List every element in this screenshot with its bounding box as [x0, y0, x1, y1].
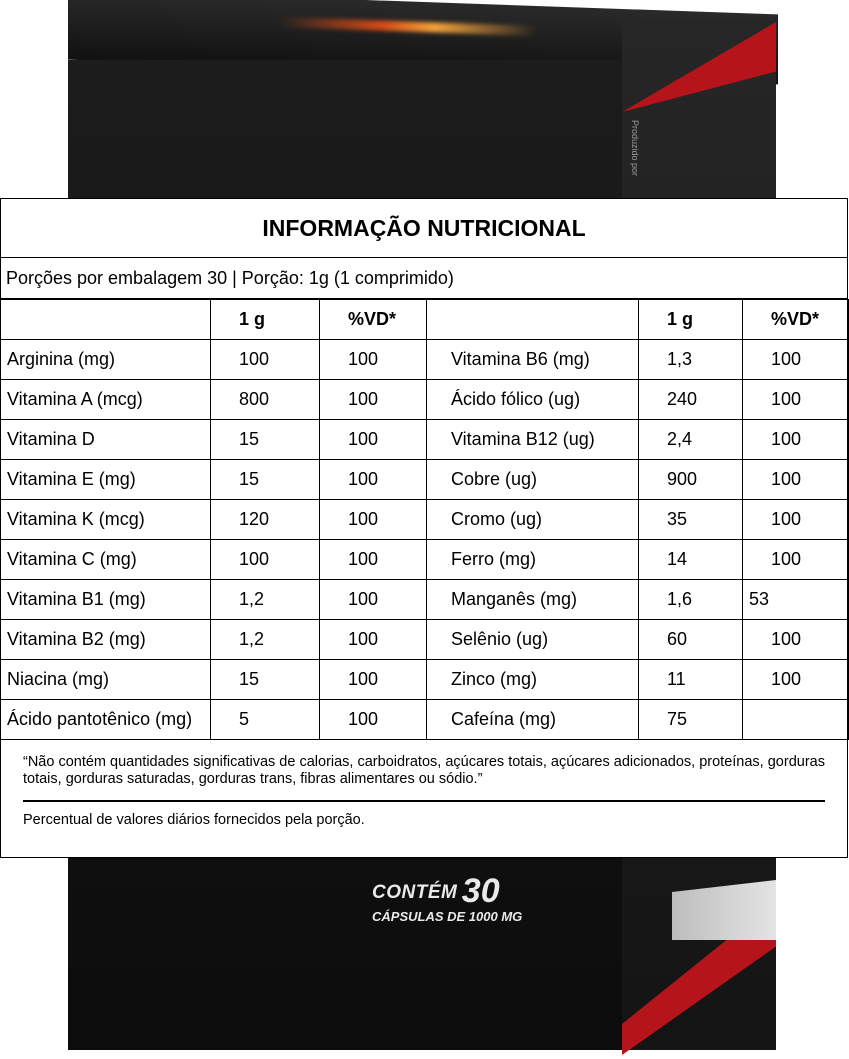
nutrient-name: Vitamina B12 (ug): [427, 420, 639, 460]
header-blank-right: [427, 300, 639, 340]
nutrient-amount: 75: [639, 700, 743, 740]
nutrient-amount: 15: [211, 460, 320, 500]
box-logo-stripe: [278, 17, 538, 36]
box-side-text: Produzido por: [630, 120, 640, 177]
footer-divider: [23, 800, 825, 802]
nutrient-amount: 15: [211, 660, 320, 700]
nutrient-amount: 1,6: [639, 580, 743, 620]
nutrient-name: Vitamina B6 (mg): [427, 340, 639, 380]
header-g-left: 1 g: [211, 300, 320, 340]
nutrient-vd: 53: [743, 580, 849, 620]
nutrient-name: Manganês (mg): [427, 580, 639, 620]
nutrient-amount: 240: [639, 380, 743, 420]
nutrient-name: Vitamina A (mcg): [1, 380, 211, 420]
nutrient-amount: 900: [639, 460, 743, 500]
box-capsule-count: [372, 872, 622, 924]
nutrient-amount: 100: [211, 540, 320, 580]
nutrient-vd: 100: [743, 500, 849, 540]
nutrient-name: Vitamina B2 (mg): [1, 620, 211, 660]
nutrient-amount: 120: [211, 500, 320, 540]
nutrient-vd: 100: [320, 380, 427, 420]
table-row: [1, 340, 849, 380]
nutrient-vd: 100: [743, 340, 849, 380]
capsulas-label: CÁPSULAS DE 1000 MG: [372, 909, 523, 924]
nutrient-vd: 100: [743, 420, 849, 460]
nutrient-vd: 100: [320, 340, 427, 380]
table-row: [1, 500, 849, 540]
nutrient-amount: 1,2: [211, 620, 320, 660]
nutrient-name: Niacina (mg): [1, 660, 211, 700]
table-row: [1, 460, 849, 500]
nutrient-amount: 11: [639, 660, 743, 700]
nutrient-name: Cobre (ug): [427, 460, 639, 500]
nutrient-name: Vitamina E (mg): [1, 460, 211, 500]
nutrient-name: Zinco (mg): [427, 660, 639, 700]
nutrient-vd: 100: [743, 620, 849, 660]
table-header-row: [1, 300, 849, 340]
nutrient-name: Ferro (mg): [427, 540, 639, 580]
nutrient-vd: 100: [320, 460, 427, 500]
nutrient-amount: 1,3: [639, 340, 743, 380]
panel-title: INFORMAÇÃO NUTRICIONAL: [1, 199, 847, 258]
nutrient-name: Vitamina C (mg): [1, 540, 211, 580]
table-row: [1, 620, 849, 660]
nutrient-vd: 100: [320, 620, 427, 660]
percent-note: Percentual de valores diários fornecidos pela porção.: [23, 812, 365, 828]
nutrient-vd: 100: [320, 580, 427, 620]
header-vd-right: %VD*: [743, 300, 849, 340]
nutrient-amount: 60: [639, 620, 743, 660]
nutrient-amount: 35: [639, 500, 743, 540]
nutrient-vd: 100: [320, 540, 427, 580]
nutrient-vd: 100: [743, 660, 849, 700]
table-row: [1, 540, 849, 580]
nutrition-panel: [0, 198, 848, 858]
nutrient-vd: 100: [320, 660, 427, 700]
nutrient-name: Ácido fólico (ug): [427, 380, 639, 420]
nutrient-vd: 100: [320, 500, 427, 540]
nutrition-table: [0, 299, 849, 740]
nutrient-vd: [743, 700, 849, 740]
portion-info: Porções por embalagem 30 | Porção: 1g (1 comprimido): [1, 258, 847, 299]
panel-footer: [1, 740, 847, 829]
nutrient-vd: 100: [743, 540, 849, 580]
contem-label: CONTÉM: [372, 882, 458, 903]
nutrient-name: Arginina (mg): [1, 340, 211, 380]
nutrient-amount: 14: [639, 540, 743, 580]
nutrient-amount: 800: [211, 380, 320, 420]
nutrient-name: Cafeína (mg): [427, 700, 639, 740]
nutrient-vd: 100: [743, 380, 849, 420]
nutrient-name: Cromo (ug): [427, 500, 639, 540]
table-row: [1, 380, 849, 420]
table-row: [1, 660, 849, 700]
table-row: [1, 420, 849, 460]
header-blank-left: [1, 300, 211, 340]
header-vd-left: %VD*: [320, 300, 427, 340]
nutrient-amount: 2,4: [639, 420, 743, 460]
nutrient-amount: 100: [211, 340, 320, 380]
table-row: [1, 580, 849, 620]
contem-number: 30: [461, 872, 500, 910]
nutrient-vd: 100: [743, 460, 849, 500]
nutrient-name: Vitamina K (mcg): [1, 500, 211, 540]
table-row: [1, 700, 849, 740]
nutrient-name: Selênio (ug): [427, 620, 639, 660]
nutrient-vd: 100: [320, 420, 427, 460]
nutrient-name: Vitamina D: [1, 420, 211, 460]
nutrient-name: Ácido pantotênico (mg): [1, 700, 211, 740]
nutrient-amount: 15: [211, 420, 320, 460]
nutrient-amount: 5: [211, 700, 320, 740]
nutrient-amount: 1,2: [211, 580, 320, 620]
nutrient-vd: 100: [320, 700, 427, 740]
disclaimer-text: “Não contém quantidades significativas de calorias, carboidratos, açúcares totais, açúcares adicionados, proteínas, gorduras totais, gorduras saturadas, gorduras trans, fibras alimentares ou sódio.”: [23, 754, 825, 787]
header-g-right: 1 g: [639, 300, 743, 340]
nutrient-name: Vitamina B1 (mg): [1, 580, 211, 620]
